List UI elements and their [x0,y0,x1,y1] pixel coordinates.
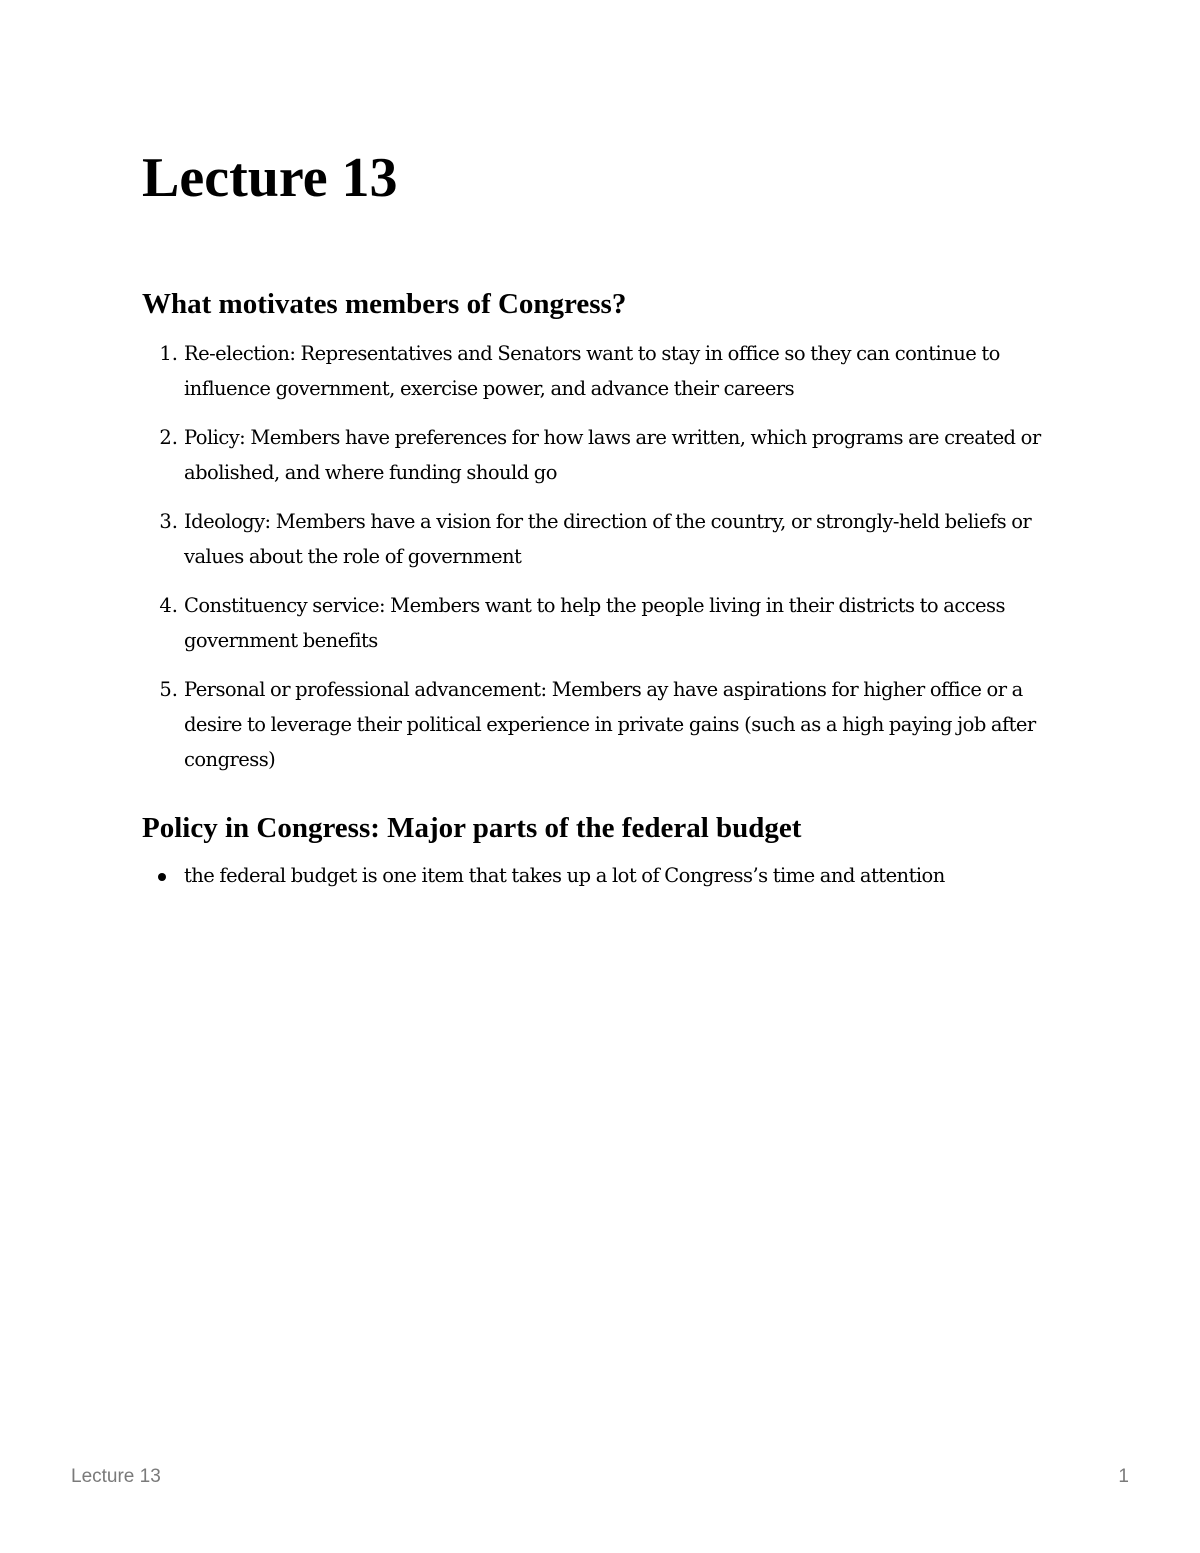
footer-document-title: Lecture 13 [71,1466,161,1487]
document-title: Lecture 13 [142,147,398,209]
section-heading-federal-budget: Policy in Congress: Major parts of the federal budget [142,812,802,844]
list-item [142,420,1062,490]
list-item-text: Constituency service: Members want to help the people living in their districts to access government benefits [184,594,1005,652]
list-item [142,858,1062,893]
list-item [142,588,1062,658]
list-item [142,504,1062,574]
motivations-list [142,336,1062,791]
list-number: 3. [159,510,178,533]
list-item [142,336,1062,406]
list-item-text: the federal budget is one item that takes up a lot of Congress’s time and attention [184,864,945,887]
list-number: 5. [159,678,178,701]
footer-page-number: 1 [1118,1466,1129,1487]
budget-bullet-list [142,858,1062,907]
bullet-icon [158,873,166,881]
list-item-text: Policy: Members have preferences for how laws are written, which programs are created or abolished, and where funding should go [184,426,1041,484]
list-item-text: Ideology: Members have a vision for the direction of the country, or strongly-held beliefs or values about the role of government [184,510,1032,568]
list-number: 1. [159,342,178,365]
list-item-text: Re-election: Representatives and Senators want to stay in office so they can continue to influence government, exercise power, and advance their careers [184,342,1000,400]
list-number: 4. [159,594,178,617]
list-item [142,672,1062,777]
list-number: 2. [159,426,178,449]
section-heading-motivations: What motivates members of Congress? [142,288,627,320]
list-item-text: Personal or professional advancement: Members ay have aspirations for higher office or a desire to leverage their political experience in private gains (such as a high paying job after congress) [184,678,1036,771]
